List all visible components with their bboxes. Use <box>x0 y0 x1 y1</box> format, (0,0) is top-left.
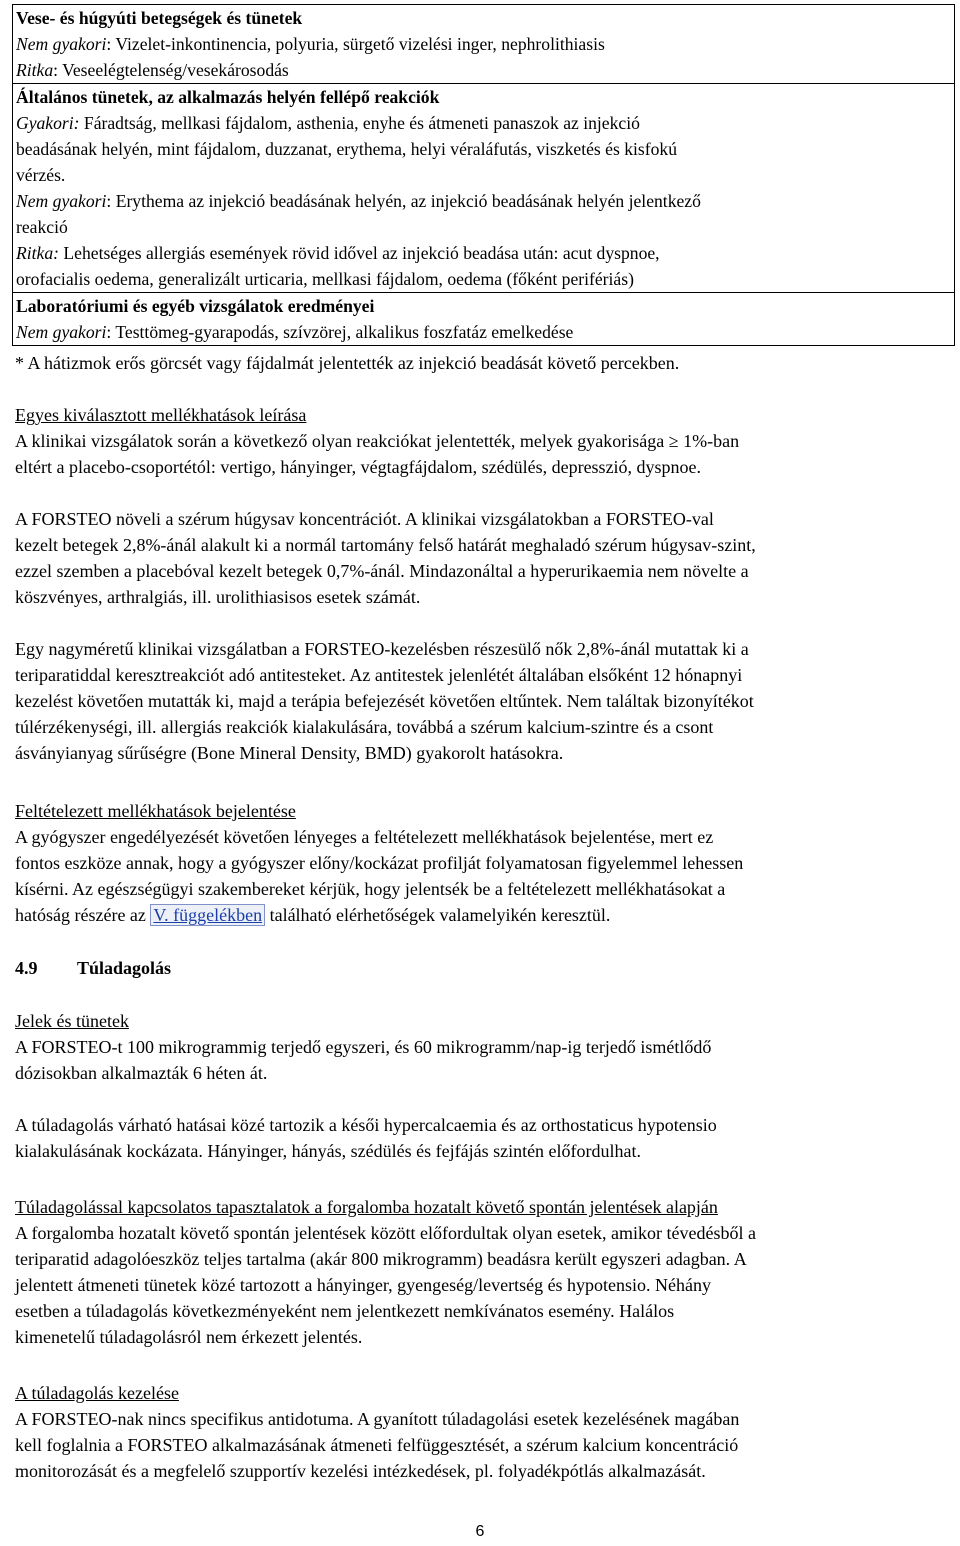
text-line: fontos eszköze annak, hogy a gyógyszer előny/kockázat profilját folyamatosan figyelemmel lehessen <box>15 853 744 873</box>
text-line: kezelést követően mutatták ki, majd a terápia befejezését követően eltűntek. Nem találtak bizonyítékot <box>15 691 754 711</box>
entry-line <box>16 110 951 136</box>
entry-text: Lehetséges allergiás események rövid idővel az injekció beadása után: acut dyspnoe, <box>63 243 660 263</box>
separator: : <box>106 34 116 54</box>
frequency-label: Nem gyakori <box>16 191 107 211</box>
subsection-title: Jelek és tünetek <box>15 1011 129 1031</box>
frequency-entry <box>16 57 951 83</box>
section-number: 4.9 <box>15 958 38 978</box>
entry-text: Veseelégtelenség/vesekárosodás <box>62 60 289 80</box>
separator: : <box>106 191 116 211</box>
frequency-entry <box>16 188 951 240</box>
adverse-reactions-table <box>12 4 955 346</box>
section-body-cell <box>13 319 955 346</box>
paragraph <box>15 636 955 766</box>
paragraph <box>15 1112 955 1164</box>
text-line: A túladagolás várható hatásai közé tartozik a késői hypercalcaemia és az orthostaticus hypotensio <box>15 1115 717 1135</box>
subsection-title: Feltételezett mellékhatások bejelentése <box>15 801 296 821</box>
frequency-entry <box>16 240 951 292</box>
table-section-header <box>13 5 955 32</box>
text-line: esetben a túladagolás következményeként nem jelentkezett nemkívánatos esemény. Halálos <box>15 1301 675 1321</box>
text-line: A FORSTEO-nak nincs specifikus antidotuma. A gyanított túladagolási esetek kezelésének magában <box>15 1409 740 1429</box>
paragraph-lines <box>15 824 955 902</box>
text-line: A gyógyszer engedélyezését követően lényeges a feltételezett mellékhatások bejelentése, mert ez <box>15 827 714 847</box>
frequency-entry <box>16 31 951 57</box>
reporting-section <box>15 798 955 928</box>
table-section-body <box>13 319 955 346</box>
frequency-label: Ritka <box>16 60 54 80</box>
separator: : <box>53 60 63 80</box>
entry-text: vérzés. <box>16 165 66 185</box>
text-line: kísérni. Az egészségügyi szakembereket kérjük, hogy jelentsék be a feltételezett mellékhatásokat a <box>15 879 726 899</box>
text-line: kialakulásának kockázata. Hányinger, hányás, szédülés és fejfájás szintén előfordulhat. <box>15 1141 642 1161</box>
paragraph <box>15 824 955 928</box>
text-line: kell foglalnia a FORSTEO alkalmazásának átmeneti felfüggesztését, a szérum kalcium koncentráció <box>15 1435 739 1455</box>
frequency-label: Nem gyakori <box>16 322 107 342</box>
section-title: Túladagolás <box>77 958 172 978</box>
frequency-label: Nem gyakori <box>16 34 107 54</box>
entry-line <box>16 57 951 83</box>
text: található elérhetőségek valamelyikén keresztül. <box>265 905 611 925</box>
paragraph <box>15 1034 955 1086</box>
section-heading-cell: Vese- és húgyúti betegségek és tünetek <box>13 5 955 32</box>
text-line: monitorozását és a megfelelő szupportív kezelési intézkedések, pl. folyadékpótlás alkalmazását. <box>15 1461 706 1481</box>
paragraph <box>15 1220 955 1350</box>
subsection-title: Egyes kiválasztott mellékhatások leírása <box>15 405 307 425</box>
text-line: Egy nagyméretű klinikai vizsgálatban a FORSTEO-kezelésben részesülő nők 2,8%-ánál mutattak ki a <box>15 639 749 659</box>
text-line: jelentett átmeneti tünetek közé tartozott a hányinger, gyengeség/levertség és hypotensio. Néhány <box>15 1275 712 1295</box>
entry-line <box>16 214 951 240</box>
entry-line <box>16 266 951 292</box>
entry-line <box>16 136 951 162</box>
frequency-label: Ritka: <box>16 243 59 263</box>
separator: : <box>106 322 116 342</box>
text-line: ezzel szemben a placebóval kezelt betegek 0,7%-ánál. Mindazonáltal a hyperurikaemia nem növelte a <box>15 561 749 581</box>
paragraph <box>15 506 955 610</box>
entry-text: Testtömeg-gyarapodás, szívzörej, alkalikus foszfatáz emelkedése <box>115 322 574 342</box>
text-line: dózisokban alkalmazták 6 héten át. <box>15 1063 268 1083</box>
text-line: köszvényes, arthralgiás, ill. urolithiasisos esetek számát. <box>15 587 421 607</box>
table-section-body <box>13 110 955 293</box>
postmarketing-section <box>15 1194 955 1350</box>
signs-symptoms-section <box>15 1008 955 1164</box>
entry-line <box>16 162 951 188</box>
page-number: 6 <box>475 1523 485 1540</box>
entry-text: reakció <box>16 217 68 237</box>
table-section-header <box>13 84 955 111</box>
section-body-cell <box>13 31 955 84</box>
frequency-entry <box>16 110 951 188</box>
selected-adverse-reactions-section <box>15 402 955 766</box>
section-body-cell <box>13 110 955 293</box>
paragraph <box>15 428 955 480</box>
entry-line <box>16 188 951 214</box>
text-line: ásványianyag sűrűségre (Bone Mineral Density, BMD) gyakorolt hatásokra. <box>15 743 564 763</box>
entry-line <box>16 31 951 57</box>
entry-text: orofacialis oedema, generalizált urticaria, mellkasi fájdalom, oedema (főként perifériás) <box>16 269 634 289</box>
frequency-entry <box>16 319 951 345</box>
subsection-title: Túladagolással kapcsolatos tapasztalatok a forgalomba hozatalt követő spontán jelentések alapján <box>15 1197 718 1217</box>
text-line: túlérzékenységi, ill. allergiás reakciók kialakulására, továbbá a szérum kalcium-szintre és a csont <box>15 717 714 737</box>
entry-line <box>16 319 951 345</box>
entry-text: Vizelet-inkontinencia, polyuria, sürgető vizelési inger, nephrolithiasis <box>115 34 605 54</box>
text-line: teriparatid adagolóeszköz teljes tartalma (akár 800 mikrogramm) beadásra került egyszeri adagban. A <box>15 1249 747 1269</box>
text-line: A FORSTEO növeli a szérum húgysav koncentrációt. A klinikai vizsgálatokban a FORSTEO-val <box>15 509 714 529</box>
subsection-title: A túladagolás kezelése <box>15 1383 179 1403</box>
table-section-body <box>13 31 955 84</box>
table-footnote: * A hátizmok erős görcsét vagy fájdalmát jelentették az injekció beadását követő percekben. <box>15 353 680 373</box>
text-line: eltért a placebo-csoportétól: vertigo, hányinger, végtagfájdalom, szédülés, depresszió, dyspnoe. <box>15 457 702 477</box>
overdose-management-section <box>15 1380 955 1484</box>
text-line: kezelt betegek 2,8%-ánál alakult ki a normál tartomány felső határát meghaladó szérum húgysav-szint, <box>15 535 756 555</box>
section-heading-cell: Általános tünetek, az alkalmazás helyén fellépő reakciók <box>13 84 955 111</box>
table-section-header <box>13 293 955 320</box>
entry-text: Fáradtság, mellkasi fájdalom, asthenia, enyhe és átmeneti panaszok az injekció <box>83 113 640 133</box>
appendix-v-link[interactable]: V. függelékben <box>150 904 265 926</box>
text-line: teriparatiddal keresztreakciót adó antitesteket. Az antitestek jelenlétét általában elsőként 12 hónapnyi <box>15 665 743 685</box>
entry-text: beadásának helyén, mint fájdalom, duzzanat, erythema, helyi véraláfutás, viszketés és kisfokú <box>16 139 677 159</box>
text-line: kimenetelű túladagolásról nem érkezett jelentés. <box>15 1327 363 1347</box>
entry-line <box>16 240 951 266</box>
entry-text: Erythema az injekció beadásának helyén, az injekció beadásának helyén jelentkező <box>115 191 701 211</box>
text-line: A forgalomba hozatalt követő spontán jelentések között előfordultak olyan esetek, amikor tévedésből a <box>15 1223 756 1243</box>
frequency-label: Gyakori: <box>16 113 80 133</box>
section-heading <box>15 955 171 981</box>
paragraph <box>15 1406 955 1484</box>
section-heading-cell: Laboratóriumi és egyéb vizsgálatok eredményei <box>13 293 955 320</box>
text-line: A klinikai vizsgálatok során a következő olyan reakciókat jelentették, melyek gyakorisága ≥ 1%-ban <box>15 431 740 451</box>
text: hatóság részére az <box>15 905 151 925</box>
text-line: A FORSTEO-t 100 mikrogrammig terjedő egyszeri, és 60 mikrogramm/nap-ig terjedő ismétlődő <box>15 1037 712 1057</box>
